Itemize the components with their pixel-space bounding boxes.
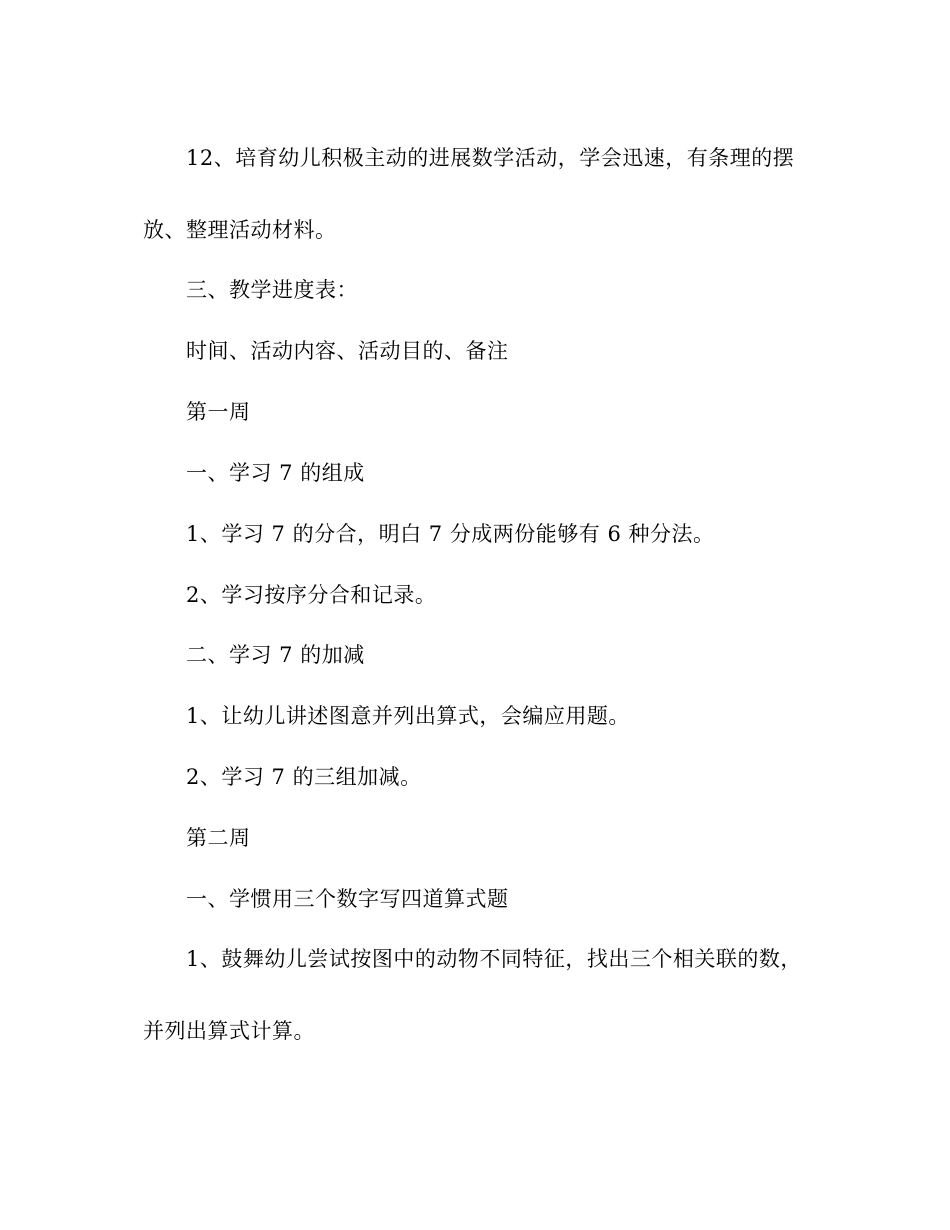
week-one-heading: 第一周 — [186, 400, 251, 424]
item-ordered-split: 2、学习按序分合和记录。 — [186, 583, 437, 607]
schedule-columns-line: 时间、活动内容、活动目的、备注 — [186, 339, 509, 363]
topic-four-equations: 一、学惯用三个数字写四道算式题 — [186, 887, 509, 911]
topic-seven-composition: 一、学习 7 的组成 — [186, 461, 365, 485]
item-animal-features-line-1: 1、鼓舞幼儿尝试按图中的动物不同特征，找出三个相关联的数， — [186, 947, 802, 971]
paragraph-item-12-line-1: 12、培育幼儿积极主动的进展数学活动，学会迅速，有条理的摆 — [186, 146, 795, 170]
paragraph-item-12-line-2: 放、整理活动材料。 — [143, 218, 337, 242]
item-three-groups: 2、学习 7 的三组加减。 — [186, 765, 422, 789]
item-seven-split: 1、学习 7 的分合，明白 7 分成两份能够有 6 种分法。 — [186, 522, 715, 546]
week-two-heading: 第二周 — [186, 826, 251, 850]
section-heading-schedule: 三、教学进度表： — [186, 278, 358, 302]
item-animal-features-line-2: 并列出算式计算。 — [143, 1019, 315, 1043]
topic-seven-add-subtract: 二、学习 7 的加减 — [186, 643, 365, 667]
item-describe-picture: 1、让幼儿讲述图意并列出算式，会编应用题。 — [186, 704, 630, 728]
